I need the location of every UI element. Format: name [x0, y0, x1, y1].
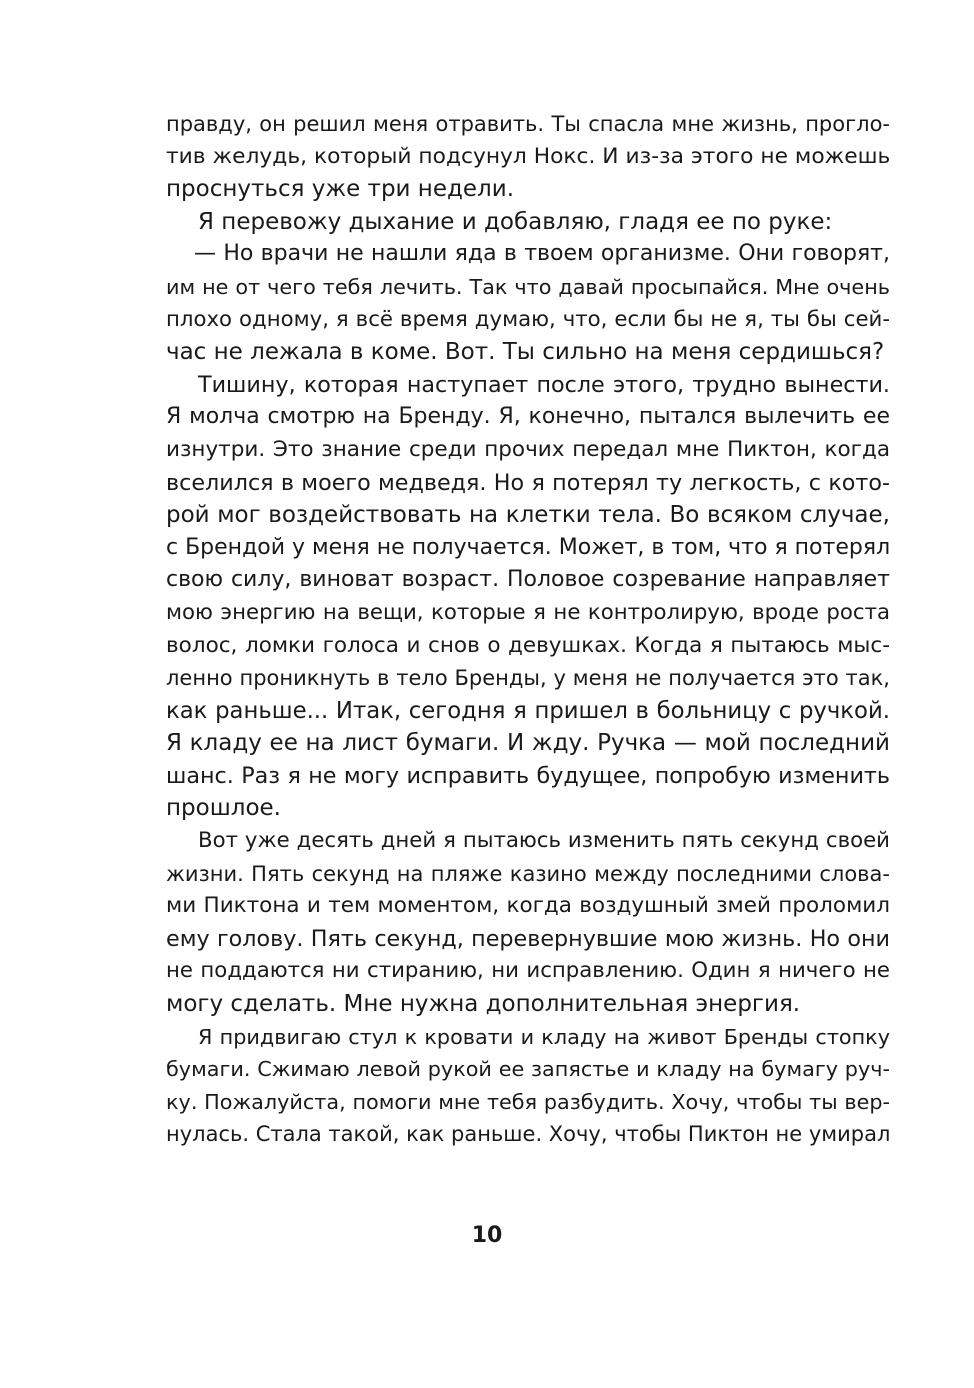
text-line: мою энергию на вещи, которые я не контролирую, вроде роста — [166, 599, 890, 625]
text-line: вселился в моего медведя. Но я потерял ту легкость, с кото- — [166, 469, 890, 496]
text-line: Тишину, которая наступает после этого, трудно вынести. — [198, 371, 890, 398]
text-line: Я кладу ее на лист бумаги. И жду. Ручка — мой последний — [166, 730, 890, 757]
text-line: свою силу, виноват возраст. Половое созревание направляет — [166, 567, 890, 593]
page-number: 10 — [471, 1223, 503, 1248]
text-line: ему голову. Пять секунд, перевернувшие мою жизнь. Но они — [166, 925, 890, 952]
text-line: — Но врачи не нашли яда в твоем организме. Они говорят, — [194, 241, 890, 267]
text-line: рой мог воздействовать на клетки тела. Во всяком случае, — [166, 502, 890, 529]
text-line: жизни. Пять секунд на пляже казино между последними слова- — [166, 861, 890, 886]
body-text — [166, 108, 890, 1151]
text-line: шанс. Раз я не могу исправить будущее, попробую изменить — [166, 762, 890, 789]
text-line: ку. Пожалуйста, помоги мне тебя разбудить. Хочу, чтобы ты вер- — [166, 1089, 890, 1114]
text-line: нулась. Стала такой, как раньше. Хочу, чтобы Пиктон не умирал — [166, 1122, 891, 1147]
text-line: с Брендой у меня не получается. Может, в том, что я потерял — [166, 534, 891, 560]
text-line: час не лежала в коме. Вот. Ты сильно на меня сердишься? — [166, 339, 885, 366]
text-line: ми Пиктона и тем моментом, когда воздушный змей проломил — [166, 893, 890, 919]
text-line: проснуться уже три недели. — [166, 176, 514, 203]
text-line: им не от чего тебя лечить. Так что давай просыпайся. Мне очень — [166, 274, 890, 299]
text-line: ленно проникнуть в тело Бренды, у меня не получается это так, — [166, 666, 890, 691]
text-line: правду, он решил меня отравить. Ты спасла мне жизнь, прогло- — [166, 112, 890, 136]
text-line: изнутри. Это знание среди прочих передал мне Пиктон, когда — [166, 436, 890, 462]
text-line: Я перевожу дыхание и добавляю, гладя ее по руке: — [198, 208, 833, 235]
text-line: прошлое. — [166, 795, 281, 822]
text-line: могу сделать. Мне нужна дополнительная энергия. — [166, 991, 801, 1018]
text-line: не поддаются ни стиранию, ни исправлению. Один я ничего не — [166, 958, 890, 984]
text-line: волос, ломки голоса и снов о девушках. Когда я пытаюсь мыс- — [166, 632, 890, 658]
text-line: тив желудь, который подсунул Нокс. И из-за этого не можешь — [166, 143, 891, 169]
text-line: Я молча смотрю на Бренду. Я, конечно, пытался вылечить ее — [166, 404, 890, 430]
text-line: Вот уже десять дней я пытаюсь изменить пять секунд своей — [198, 828, 890, 854]
text-line: Я придвигаю стул к кровати и кладу на живот Бренды стопку — [198, 1024, 890, 1049]
text-line: как раньше... Итак, сегодня я пришел в больницу с ручкой. — [166, 697, 890, 724]
text-line: бумаги. Сжимаю левой рукой ее запястье и кладу на бумагу руч- — [166, 1057, 890, 1082]
text-line: плохо одному, я всё время думаю, что, если бы не я, ты бы сей- — [166, 306, 890, 332]
